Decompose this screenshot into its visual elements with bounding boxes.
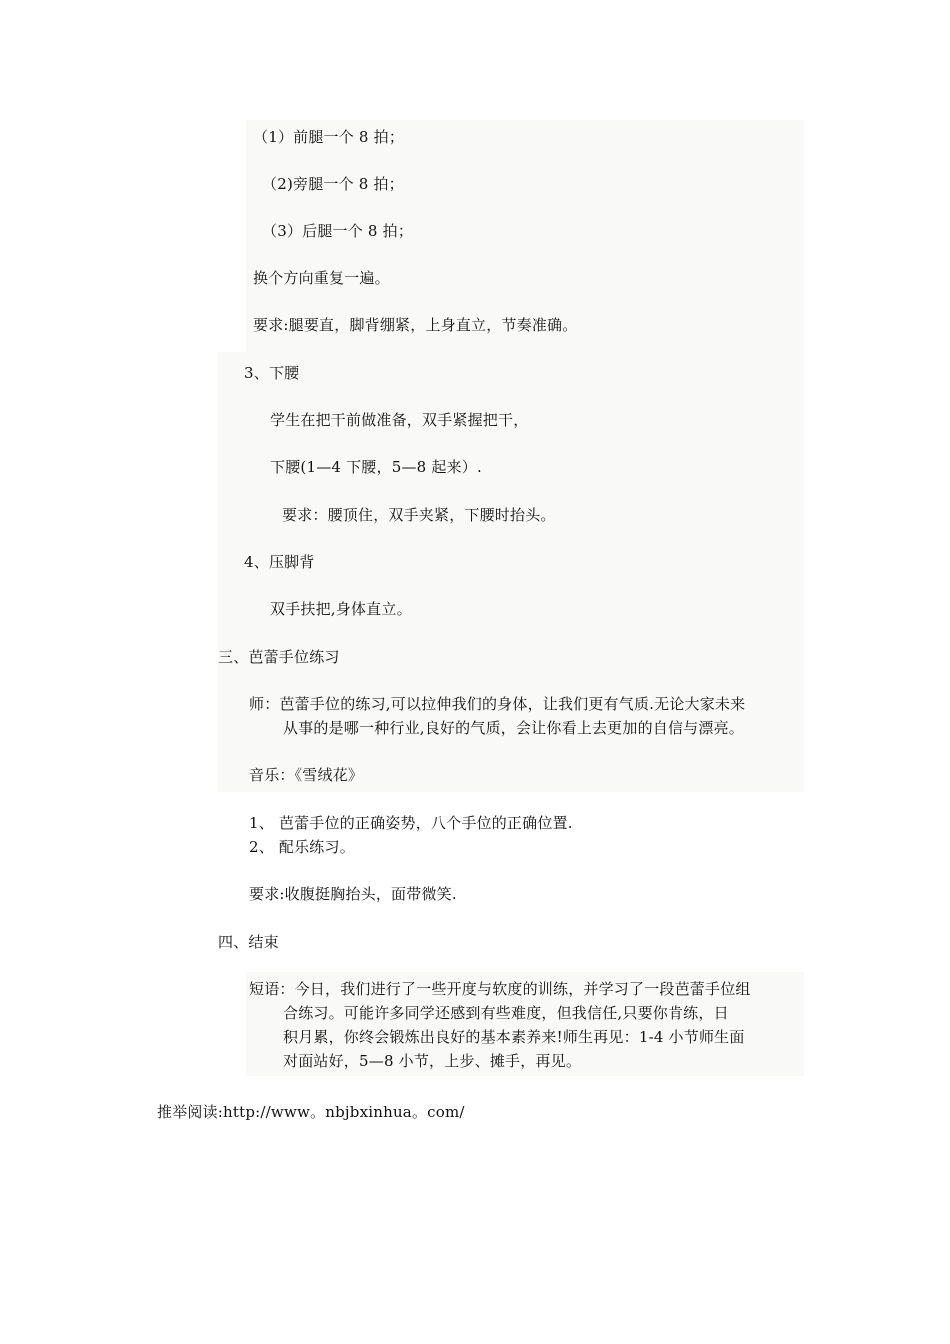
line-repeat: 换个方向重复一遍。 [253,269,390,287]
heading-bend-back: 3、下腰 [244,364,300,382]
line-hold-bar: 双手扶把,身体直立。 [270,600,412,618]
line-prepare-bar: 学生在把干前做准备，双手紧握把干， [270,411,529,429]
line-summary-3: 积月累，你终会锻炼出良好的基本素养来!师生再见：1-4 小节师生面 [283,1028,745,1046]
line-bend-count: 下腰(1—4 下腰，5—8 起来）. [270,458,482,476]
line-front-leg: （1）前腿一个 8 拍； [253,128,405,146]
line-music: 音乐：《雪绒花》 [249,766,364,784]
line-summary-4: 对面站好，5—8 小节，上步、摊手，再见。 [283,1052,582,1070]
line-requirement-legs: 要求:腿要直，脚背绷紧，上身直立，节奏准确。 [253,316,578,334]
heading-instep: 4、压脚背 [244,553,315,571]
line-requirement-posture: 要求:收腹挺胸抬头，面带微笑. [249,885,457,903]
line-item-1: 1、 芭蕾手位的正确姿势，八个手位的正确位置. [249,814,573,832]
line-summary-2: 合练习。可能许多同学还感到有些难度，但我信任,只要你肯练，日 [283,1004,729,1022]
line-summary-1: 短语：今日，我们进行了一些开度与软度的训练，并学习了一段芭蕾手位组 [249,980,751,998]
recommended-reading-link[interactable]: 推举阅读:http://www。nbjbxinhua。com/ [157,1103,465,1121]
line-teacher-1: 师：芭蕾手位的练习,可以拉伸我们的身体，让我们更有气质.无论大家未来 [249,695,746,713]
line-teacher-2: 从事的是哪一种行业,良好的气质，会让你看上去更加的自信与漂亮。 [283,719,744,737]
line-item-2: 2、 配乐练习。 [249,838,355,856]
line-back-leg: （3）后腿一个 8 拍； [262,222,414,240]
section-ending: 四、结束 [218,933,279,951]
line-requirement-waist: 要求：腰顶住，双手夹紧，下腰时抬头。 [282,506,556,524]
section-ballet-hands: 三、芭蕾手位练习 [218,648,340,666]
line-side-leg: （2)旁腿一个 8 拍； [262,175,404,193]
